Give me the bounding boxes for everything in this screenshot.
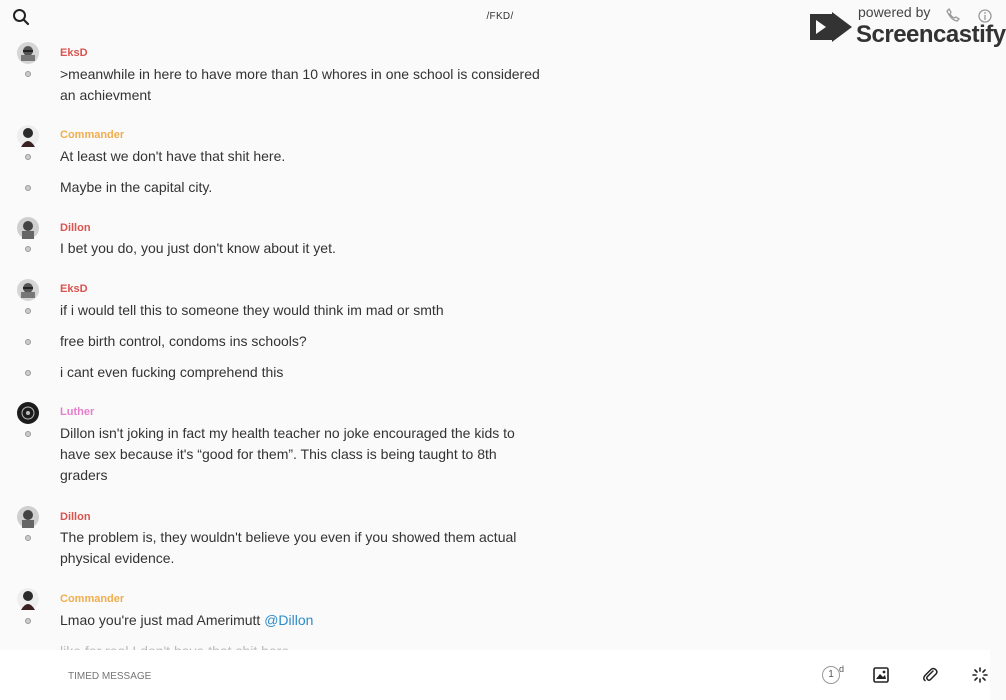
avatar[interactable]: [17, 506, 39, 528]
message-status-dot: [25, 535, 31, 541]
watermark-brand-text: Screencastify: [856, 21, 1006, 48]
message-text: graders: [60, 467, 108, 483]
message-text: free birth control, condoms ins schools?: [60, 333, 307, 349]
message-text: if i would tell this to someone they would think im mad or smth: [60, 302, 444, 318]
message-status-dot: [25, 339, 31, 345]
message-text: have sex because it's “good for them”. This class is being taught to 8th: [60, 446, 497, 462]
message-text: i cant even fucking comprehend this: [60, 364, 284, 380]
timer-button[interactable]: 1: [822, 666, 840, 684]
message-text: [60, 610, 313, 631]
message-author[interactable]: Dillon: [60, 222, 91, 234]
avatar[interactable]: [17, 125, 39, 147]
message-text: Maybe in the capital city.: [60, 179, 213, 195]
message-text-body: Lmao you're just mad Amerimutt: [60, 612, 261, 628]
watermark-powered-text: powered by: [858, 4, 931, 20]
message-author[interactable]: EksD: [60, 47, 88, 59]
message-author[interactable]: Commander: [60, 129, 125, 141]
message-status-dot: [25, 71, 31, 77]
message-author[interactable]: Dillon: [60, 511, 91, 523]
user-mention[interactable]: @Dillon: [264, 612, 314, 628]
image-upload-icon[interactable]: [873, 667, 889, 683]
message-status-dot: [25, 185, 31, 191]
attachment-icon[interactable]: [922, 667, 938, 683]
avatar[interactable]: [17, 402, 39, 424]
message-text: At least we don't have that shit here.: [60, 148, 286, 164]
message-text: >meanwhile in here to have more than 10 whores in one school is considered: [60, 66, 540, 82]
message-text: I bet you do, you just don't know about it yet.: [60, 240, 336, 256]
message-list[interactable]: [0, 36, 990, 650]
timed-message-input[interactable]: [68, 671, 568, 682]
info-icon[interactable]: [978, 9, 992, 23]
loading-spinner-icon[interactable]: [972, 667, 988, 683]
message-author[interactable]: Luther: [60, 406, 95, 418]
message-author[interactable]: EksD: [60, 283, 88, 295]
avatar[interactable]: [17, 588, 39, 610]
channel-title: /FKD/: [486, 11, 514, 22]
avatar[interactable]: [17, 217, 39, 239]
message-status-dot: [25, 246, 31, 252]
message-status-dot: [25, 154, 31, 160]
phone-icon[interactable]: [946, 8, 960, 22]
message-status-dot: [25, 370, 31, 376]
message-text: The problem is, they wouldn't believe you even if you showed them actual: [60, 529, 517, 545]
message-status-dot: [25, 308, 31, 314]
timer-unit-label: d: [839, 664, 845, 674]
message-text: an achievment: [60, 87, 152, 103]
message-status-dot: [25, 618, 31, 624]
message-status-dot: [25, 431, 31, 437]
avatar[interactable]: [17, 42, 39, 64]
avatar[interactable]: [17, 279, 39, 301]
message-text: physical evidence.: [60, 550, 175, 566]
composer-bar: [0, 650, 990, 700]
message-author[interactable]: Commander: [60, 593, 125, 605]
message-text: Dillon isn't joking in fact my health teacher no joke encouraged the kids to: [60, 425, 515, 441]
